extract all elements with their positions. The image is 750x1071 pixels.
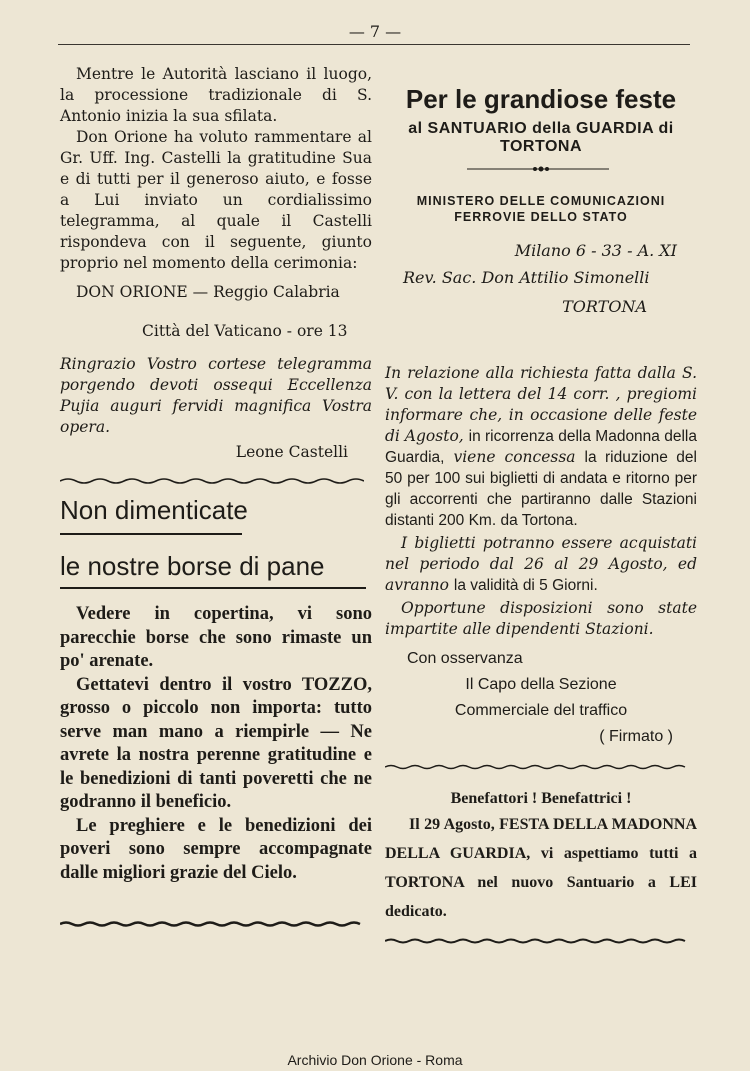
- letter-italic-part: In relazione alla richiesta fatta dalla S. V. con la lettera del 14 corr. , pregiomi informare che, in occasione delle feste di Agosto,: [385, 364, 697, 445]
- letter-city: TORTONA: [562, 297, 647, 316]
- signature-line-2: Commerciale del traffico: [454, 702, 628, 719]
- signature-line-3: ( Firmato ): [599, 728, 673, 745]
- bottom-ornament-left: [60, 919, 364, 929]
- bottom-ornament-right: [385, 936, 691, 946]
- right-column: [385, 84, 697, 946]
- santuario-subtitle: al SANTUARIO della GUARDIA di TORTONA: [408, 120, 674, 155]
- heading-borse-di-pane: le nostre borse di pane: [60, 551, 325, 581]
- page-number: — 7 —: [348, 22, 402, 41]
- borse-paragraph-2: Gettatevi dentro il vostro TOZZO, grosso o piccolo non importa: tutto serve man mano a riempirle — Ne avrete la nostra perenne gratitudine e le benedizioni di tanti poveretti che ne godranno il beneficio.: [60, 674, 372, 812]
- telegram-text: Ringrazio Vostro cortese telegramma porgendo devoti ossequi Eccellenza Pujia auguri fervidi magnifica Vostra opera.: [60, 355, 372, 436]
- signature-line-1: Il Capo della Sezione: [465, 676, 617, 693]
- letter-addressee: Rev. Sac. Don Attilio Simonelli: [403, 268, 650, 287]
- letter-regular-part-2: la riduzione del 50 per 100 sui biglietti di andata e ritorno per gli accorrenti che partiranno dalle Stazioni distanti 200 Km. da Tortona.: [385, 449, 697, 529]
- closing-line: Con osservanza: [407, 650, 523, 667]
- heading-underline: [60, 533, 242, 535]
- letter-date: Milano 6 - 33 - A. XI: [514, 241, 677, 260]
- heading-underline-long: [60, 587, 366, 589]
- letter-body: [385, 363, 697, 531]
- borse-paragraph-1: Vedere in copertina, vi sono parecchie borse che sono rimaste un po' arenate.: [60, 604, 372, 671]
- archive-footer: Archivio Don Orione - Roma: [287, 1052, 463, 1068]
- benefattori-text: Il 29 Agosto, FESTA DELLA MADONNA DELLA GUARDIA, vi aspettiamo tutti a TORTONA nel nuovo Santuario a LEI dedicato.: [385, 816, 697, 920]
- ornament-divider: [385, 164, 697, 174]
- wavy-divider: [60, 475, 364, 487]
- wavy-divider-right: [385, 762, 691, 772]
- left-column: [60, 64, 372, 929]
- tickets-italic-part: I biglietti potranno essere acquistati nel periodo dal 26 al 29 Agosto, ed avranno: [385, 534, 697, 594]
- feste-title: Per le grandiose feste: [405, 84, 677, 114]
- orione-paragraph: Don Orione ha voluto rammentare al Gr. Uff. Ing. Castelli la gratitudine Sua e di tutti per il generoso aiuto, e fosse a Lui inviato un cordialissimo telegramma, al quale il Castelli rispondeva con il seguente, giunto proprio nel momento della cerimonia:: [60, 128, 372, 272]
- heading-non-dimenticate: Non dimenticate: [60, 495, 248, 525]
- telegram-from: Città del Vaticano - ore 13: [142, 322, 348, 340]
- dispositions-paragraph: Opportune disposizioni sono state impartite alle dipendenti Stazioni.: [385, 599, 697, 638]
- telegram-signature: Leone Castelli: [235, 443, 348, 461]
- telegram-to: DON ORIONE — Reggio Calabria: [76, 283, 340, 301]
- letter-regular-part: in ricorrenza della Madonna della Guardia,: [385, 428, 697, 466]
- benefattori-title: Benefattori ! Benefattrici !: [450, 790, 632, 807]
- top-rule: [58, 44, 690, 45]
- ministry-line-2: FERROVIE DELLO STATO: [454, 210, 628, 224]
- letter-italic-part-2: viene concessa: [453, 448, 576, 466]
- borse-paragraph-3: Le preghiere e le benedizioni dei poveri sono sempre accompagnate dalle migliori grazie del Cielo.: [60, 815, 372, 883]
- tickets-regular-part: la validità di 5 Giorni.: [453, 577, 598, 594]
- intro-paragraph: Mentre le Autorità lasciano il luogo, la processione tradizionale di S. Antonio inizia la sua sfilata.: [60, 65, 372, 125]
- ministry-line-1: MINISTERO DELLE COMUNICAZIONI: [416, 194, 666, 208]
- tickets-paragraph: [385, 533, 697, 596]
